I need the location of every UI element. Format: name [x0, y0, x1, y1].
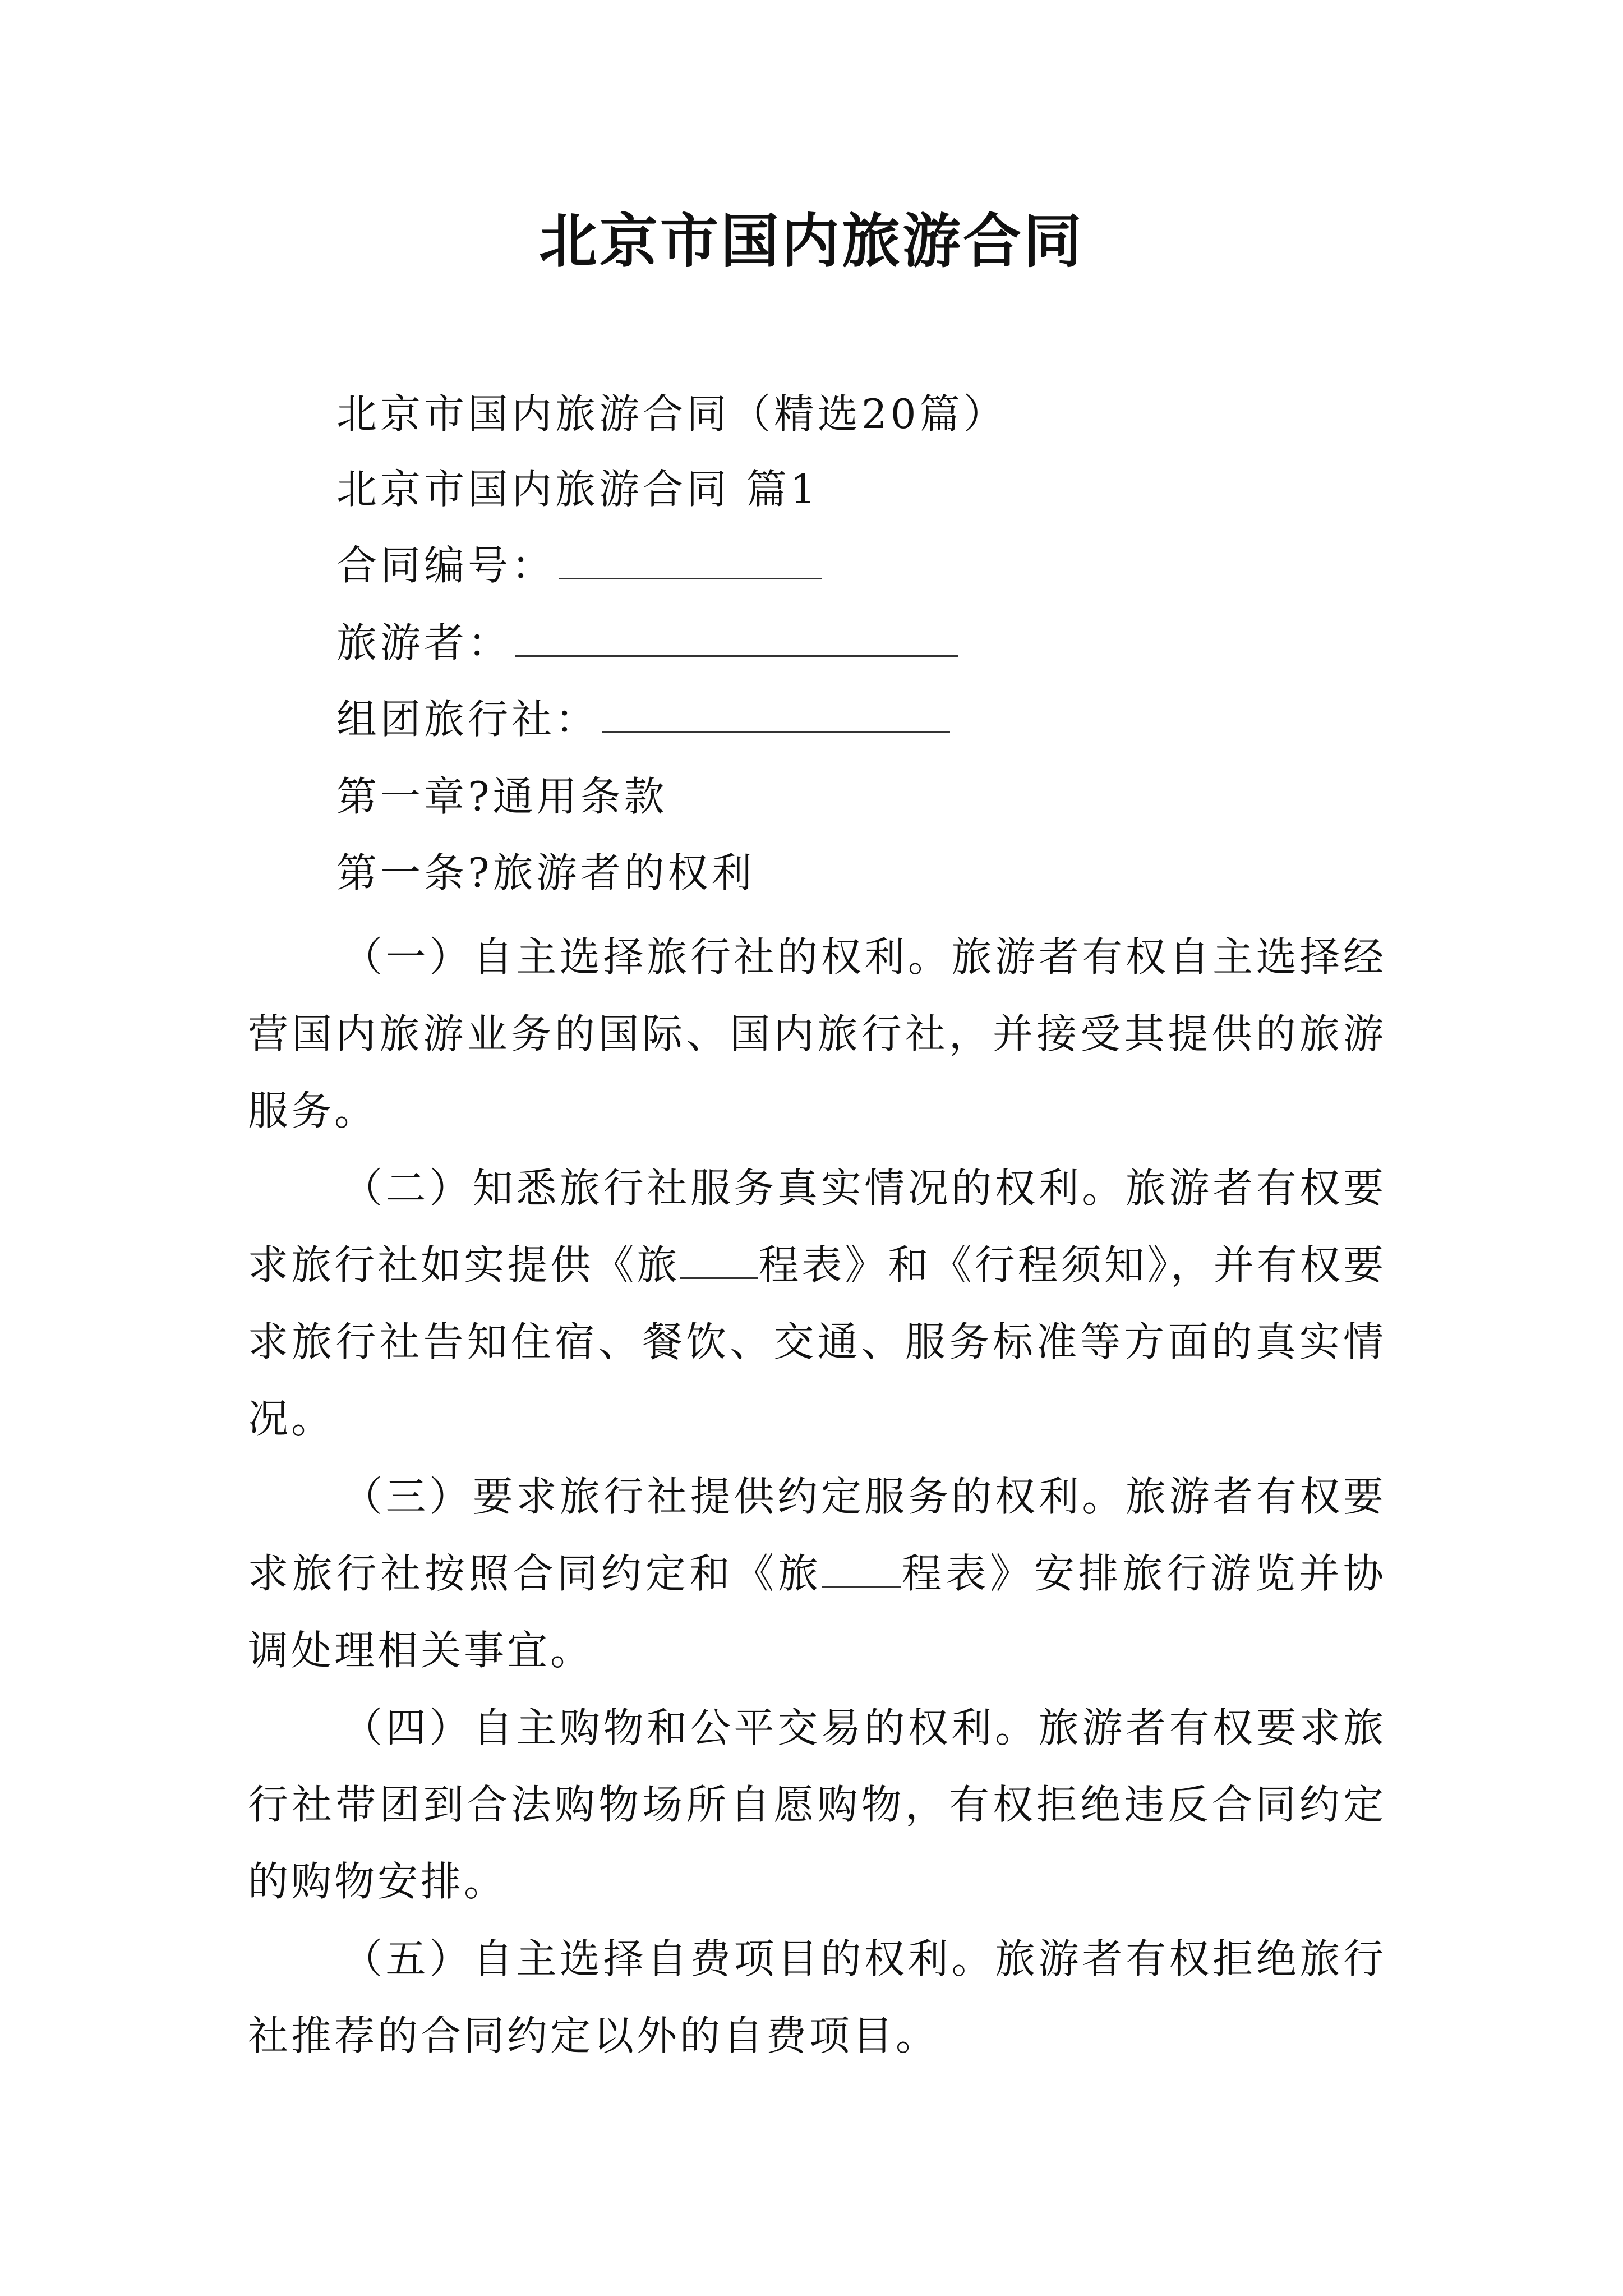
document-title: 北京市国内旅游合同 [538, 206, 1084, 275]
paragraph-3 [248, 1458, 1386, 1689]
document-subtitle: 北京市国内旅游合同（精选20篇） [336, 390, 1007, 438]
paragraph-3-blank [822, 1552, 901, 1588]
article-heading: 第一条?旅游者的权利 [336, 849, 755, 896]
contract-number-label: 合同编号： [336, 542, 556, 589]
tourist-label: 旅游者： [336, 619, 512, 666]
paragraph-4: （四）自主购物和公平交易的权利。旅游者有权要求旅行社带团到合法购物场所自愿购物，有权拒绝违反合同约定的购物安排。 [248, 1704, 1386, 1905]
tourist-field [336, 615, 958, 671]
paragraph-1: （一）自主选择旅行社的权利。旅游者有权自主选择经营国内旅游业务的国际、国内旅行社，并接受其提供的旅游服务。 [248, 933, 1386, 1134]
paragraph-2-blank [680, 1244, 758, 1279]
section-heading: 北京市国内旅游合同 篇1 [336, 466, 819, 513]
contract-number-blank [559, 543, 822, 579]
paragraph-3-before: （三）要求旅行社提供约定服务的权利。旅游者有权要求旅行社按照合同约定和《旅 [248, 1473, 1386, 1597]
paragraph-2-after: 程表》和《行程须知》，并有权要求旅行社告知住宿、餐饮、交通、服务标准等方面的真实情况。 [248, 1241, 1386, 1442]
chapter-heading: 第一章?通用条款 [336, 773, 668, 820]
contract-number-field [336, 537, 822, 593]
travel-agency-label: 组团旅行社： [336, 696, 600, 743]
paragraph-3-after: 程表》安排旅行游览并协调处理相关事宜。 [248, 1550, 1386, 1674]
tourist-blank [515, 620, 958, 657]
travel-agency-blank [602, 697, 950, 733]
paragraph-2-before: （二）知悉旅行社服务真实情况的权利。旅游者有权要求旅行社如实提供《旅 [248, 1165, 1386, 1289]
paragraph-2 [248, 1150, 1386, 1457]
paragraph-5: （五）自主选择自费项目的权利。旅游者有权拒绝旅行社推荐的合同约定以外的自费项目。 [248, 1935, 1386, 2059]
travel-agency-field [336, 691, 950, 747]
